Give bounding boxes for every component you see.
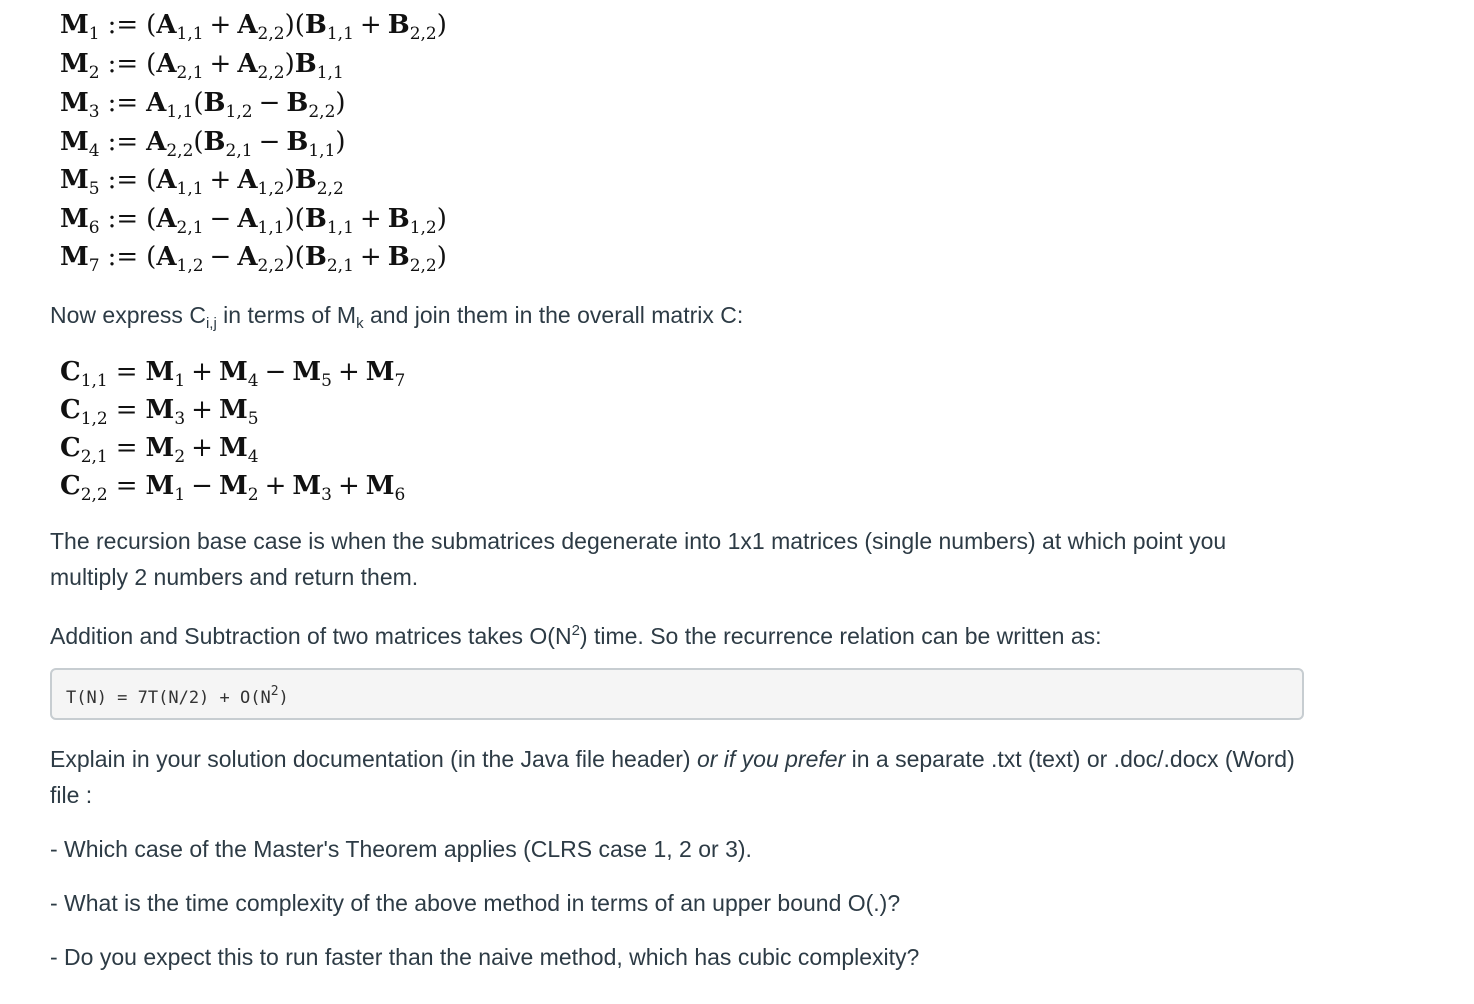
m5-definition: $M_5$ := $(A_{1,1} + A_{1,2})B_{2,2}$	[60, 165, 344, 199]
recurrence-code: $T(N) = 7T(N/2) + O(N^2)$	[66, 684, 289, 708]
m2-definition: $M_2$ := $(A_{2,1} + A_{2,2})B_{1,1}$	[60, 49, 344, 83]
m4-definition: $M_4$ := $A_{2,2}(B_{2,1} - B_{1,1})$	[60, 127, 346, 161]
question-time-complexity: - What is the time complexity of the above method in terms of an upper bound O(.)?	[50, 890, 901, 916]
explain-paragraph: Explain in your solution documentation (in the Java file header) or if you prefer in a separate .txt (text) or .doc/.docx (Word) file :	[50, 746, 1295, 808]
m3-definition: $M_3$ := $A_{1,1}(B_{1,2} - B_{2,2})$	[60, 88, 346, 122]
recurrence-code-block	[50, 668, 1304, 720]
m1-definition: $M_1$ := $(A_{1,1} + A_{2,2})(B_{1,1} + B_{2,2})$	[60, 10, 447, 44]
addition-paragraph: Addition and Subtraction of two matrices takes $O(N^2)$ time. So the recurrence relation can be written as:	[50, 622, 1102, 649]
m6-definition: $M_6$ := $(A_{2,1} - A_{1,1})(B_{1,1} + B_{1,2})$	[60, 204, 447, 238]
c11-definition: $C_{1,1} = M_1 + M_4 - M_5 + M_7$	[60, 357, 406, 391]
c21-definition: $C_{2,1} = M_2 + M_4$	[60, 433, 259, 467]
m7-definition: $M_7$ := $(A_{1,2} - A_{2,2})(B_{2,1} + B_{2,2})$	[60, 242, 447, 276]
question-master-theorem: - Which case of the Master's Theorem applies (CLRS case 1, 2 or 3).	[50, 836, 752, 862]
question-faster-than-naive: - Do you expect this to run faster than the naive method, which has cubic complexity?	[50, 944, 920, 970]
c12-definition: $C_{1,2} = M_3 + M_5$	[60, 395, 259, 429]
express-paragraph: Now express $C_{i,j}$ in terms of $M_k$ and join them in the overall matrix C:	[50, 302, 744, 332]
c22-definition: $C_{2,2} = M_1 - M_2 + M_3 + M_6$	[60, 471, 406, 505]
base-case-paragraph: The recursion base case is when the submatrices degenerate into 1x1 matrices (single numbers) at which point you multiply 2 numbers and return them.	[50, 528, 1227, 590]
